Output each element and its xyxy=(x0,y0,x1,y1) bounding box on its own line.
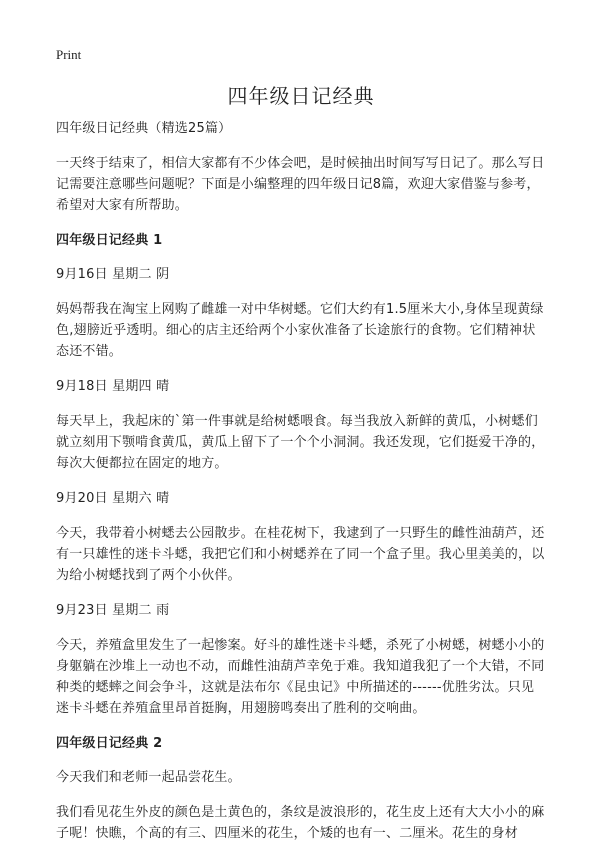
section-paragraph: 今天我们和老师一起品尝花生。 xyxy=(56,770,241,785)
entry-date: 9月23日 星期二 雨 xyxy=(56,603,170,618)
entry-date: 9月16日 星期二 阴 xyxy=(56,267,170,282)
section-heading: 四年级日记经典 1 xyxy=(56,233,163,248)
intro-paragraph: 一天终于结束了，相信大家都有不少体会吧，是时候抽出时间写写日记了。那么写日记需要注意哪些问题呢？下面是小编整理的四年级日记8篇，欢迎大家借鉴与参考，希望对大家有所帮助。 xyxy=(56,156,545,213)
page-title: 四年级日记经典 xyxy=(227,84,375,108)
entry-text: 每天早上，我起床的`第一件事就是给树蟋喂食。每当我放入新鲜的黄瓜，小树蟋们就立刻用下颚啃食黄瓜，黄瓜上留下了一个个小洞洞。我还发现，它们挺爱干净的，每次大便都拉在固定的地方。 xyxy=(56,414,545,471)
entry-text: 今天，我带着小树蟋去公园散步。在桂花树下，我逮到了一只野生的雌性油葫芦，还有一只雄性的迷卡斗蟋，我把它们和小树蟋养在了同一个盒子里。我心里美美的，以为给小树蟋找到了两个小伙伴。 xyxy=(56,526,545,583)
entry-date: 9月20日 星期六 晴 xyxy=(56,491,170,506)
print-link[interactable]: Print xyxy=(56,47,82,62)
section-heading: 四年级日记经典 2 xyxy=(56,736,163,751)
entry-text: 今天，养殖盒里发生了一起惨案。好斗的雄性迷卡斗蟋，杀死了小树蟋，树蟋小小的身躯躺在沙堆上一动也不动，而雌性油葫芦幸免于难。我知道我犯了一个大错，不同种类的蟋蟀之间会争斗，这就是法布尔《昆虫记》中所描述的------优胜劣汰。只见迷卡斗蟋在养殖盒里昂首挺胸，用翅膀鸣奏出了胜利的交响曲。 xyxy=(56,638,545,716)
section-paragraph: 我们看见花生外皮的颜色是土黄色的，条纹是波浪形的，花生皮上还有大大小小的麻子呢！快瞧，个高的有三、四厘米的花生，个矮的也有一、二厘米。花生的身材 xyxy=(56,805,545,841)
article-body xyxy=(56,118,546,858)
entry-text: 妈妈帮我在淘宝上网购了雌雄一对中华树蟋。它们大约有1.5厘米大小,身体呈现黄绿色,翅膀近乎透明。细心的店主还给两个小家伙准备了长途旅行的食物。它们精神状态还不错。 xyxy=(56,302,544,359)
entry-date: 9月18日 星期四 晴 xyxy=(56,379,170,394)
article-subtitle: 四年级日记经典（精选25篇） xyxy=(56,121,232,136)
